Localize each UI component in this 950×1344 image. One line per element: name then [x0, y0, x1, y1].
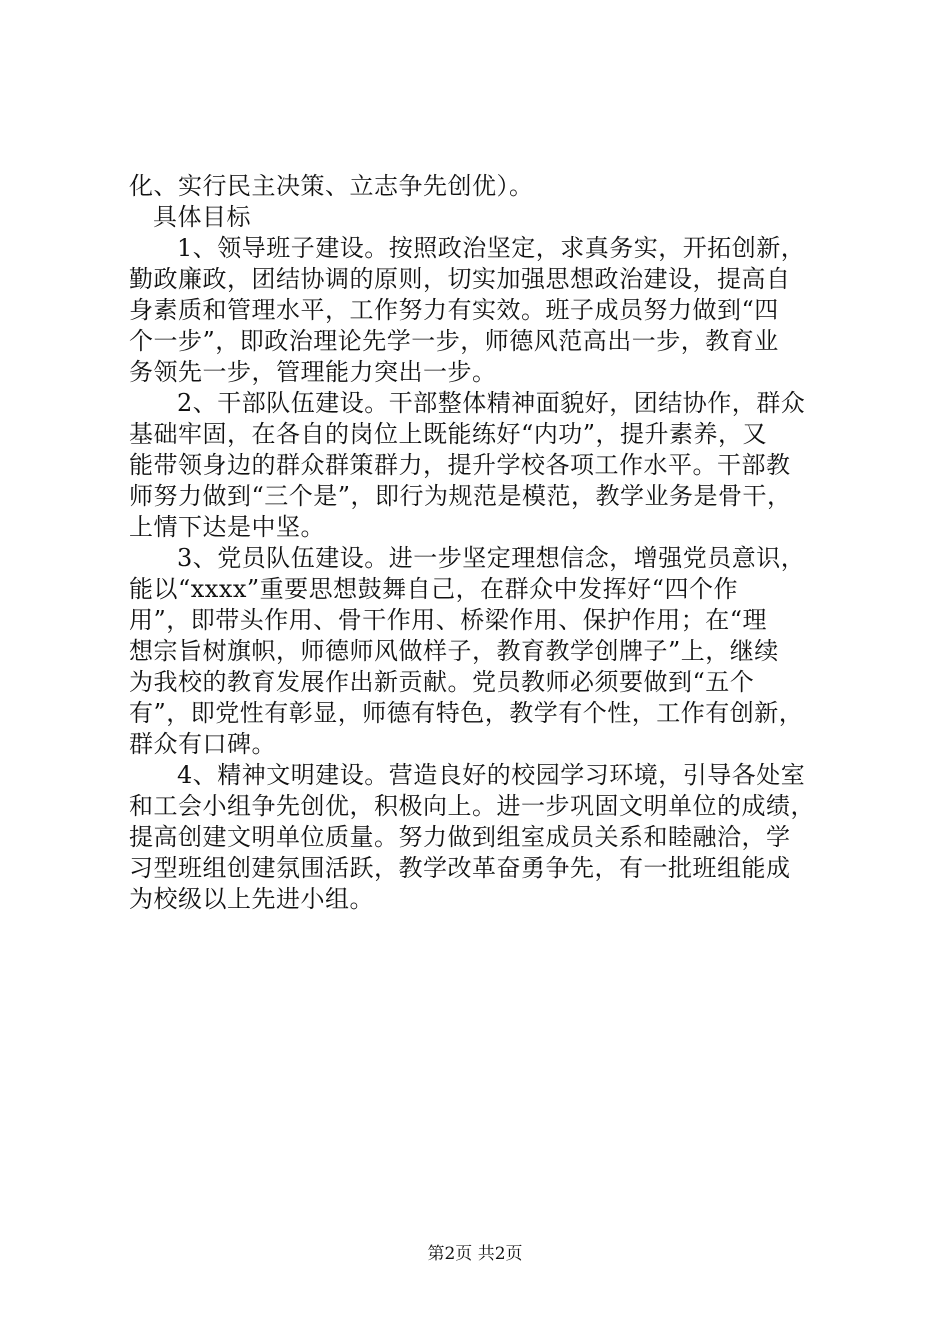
text-line: 习型班组创建氛围活跃，教学改革奋勇争先，有一批班组能成 — [129, 854, 791, 882]
text-line: 提高创建文明单位质量。努力做到组室成员关系和睦融洽，学 — [129, 823, 791, 851]
text-line: 2、干部队伍建设。干部整体精神面貌好，团结协作，群众 — [177, 389, 806, 417]
text-line: 想宗旨树旗帜，师德师风做样子，教育教学创牌子”上，继续 — [129, 637, 779, 665]
document-body — [129, 171, 825, 915]
page-number-footer: 第2页 共2页 — [427, 1244, 523, 1264]
text-line: 4、精神文明建设。营造良好的校园学习环境，引导各处室 — [177, 761, 806, 789]
text-line: 化、实行民主决策、立志争先创优）。 — [129, 172, 534, 200]
text-line: 和工会小组争先创优，积极向上。进一步巩固文明单位的成绩， — [129, 792, 815, 820]
text-line: 1、领导班子建设。按照政治坚定，求真务实，开拓创新， — [177, 234, 806, 262]
text-line: 师努力做到“三个是”，即行为规范是模范，教学业务是骨干， — [129, 482, 792, 510]
text-line: 为我校的教育发展作出新贡献。党员教师必须要做到“五个 — [129, 668, 755, 696]
text-line: 群众有口碑。 — [129, 730, 276, 758]
text-line: 身素质和管理水平，工作努力有实效。班子成员努力做到“四 — [129, 296, 779, 324]
text-line: 能以“xxxx”重要思想鼓舞自己，在群众中发挥好“四个作 — [129, 575, 738, 603]
text-line: 勤政廉政，团结协调的原则，切实加强思想政治建设，提高自 — [129, 265, 791, 293]
text-line: 个一步”，即政治理论先学一步，师德风范高出一步，教育业 — [129, 327, 779, 355]
text-line: 用”，即带头作用、骨干作用、桥梁作用、保护作用；在“理 — [129, 606, 768, 634]
text-line: 务领先一步，管理能力突出一步。 — [129, 358, 497, 386]
text-line: 为校级以上先进小组。 — [129, 885, 374, 913]
section-heading: 具体目标 — [153, 203, 251, 231]
text-line: 基础牢固，在各自的岗位上既能练好“内功”，提升素养，又 — [129, 420, 768, 448]
text-line: 上情下达是中坚。 — [129, 513, 325, 541]
text-line: 有”，即党性有彰显，师德有特色，教学有个性，工作有创新， — [129, 699, 804, 727]
text-line: 3、党员队伍建设。进一步坚定理想信念，增强党员意识， — [177, 544, 806, 572]
text-line: 能带领身边的群众群策群力，提升学校各项工作水平。干部教 — [129, 451, 791, 479]
